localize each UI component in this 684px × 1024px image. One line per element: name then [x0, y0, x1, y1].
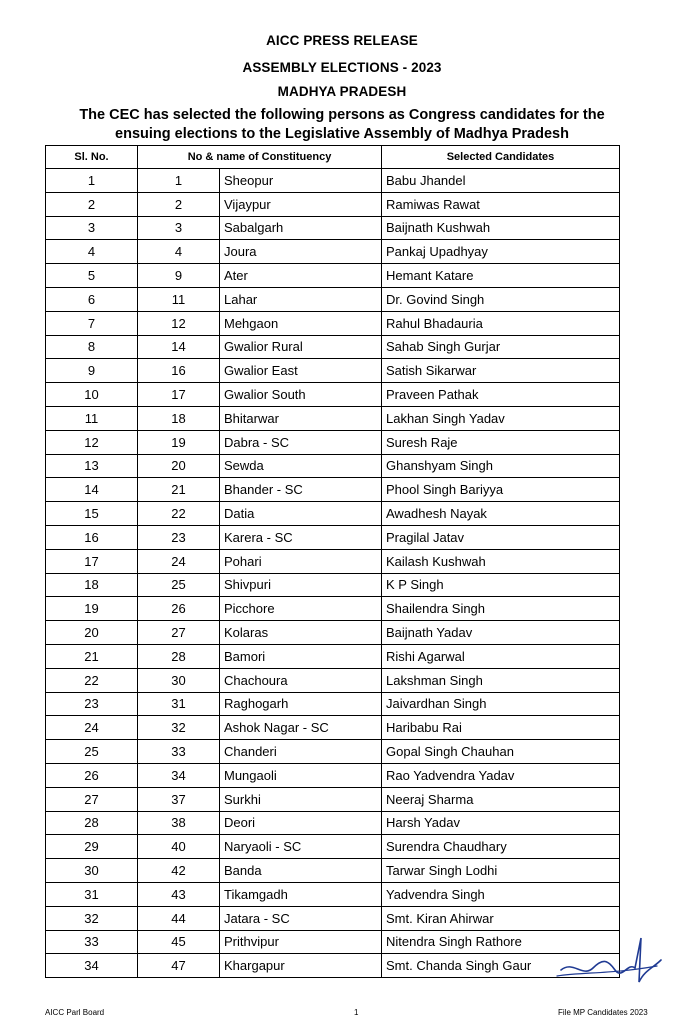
cell-sl-no: 33	[46, 930, 138, 954]
table-row	[46, 597, 620, 621]
cell-candidate: Hemant Katare	[382, 264, 620, 288]
cell-constituency-name: Mehgaon	[220, 311, 382, 335]
cell-sl-no: 5	[46, 264, 138, 288]
cell-candidate: Satish Sikarwar	[382, 359, 620, 383]
cell-constituency-no: 14	[138, 335, 220, 359]
cell-constituency-name: Jatara - SC	[220, 906, 382, 930]
cell-candidate: Haribabu Rai	[382, 716, 620, 740]
cell-candidate: Smt. Chanda Singh Gaur	[382, 954, 620, 978]
table-row	[46, 930, 620, 954]
footer-right: File MP Candidates 2023	[558, 1008, 648, 1017]
cell-sl-no: 10	[46, 383, 138, 407]
cell-constituency-no: 26	[138, 597, 220, 621]
cell-constituency-no: 16	[138, 359, 220, 383]
col-header-sl-no: Sl. No.	[46, 146, 138, 169]
footer-left: AICC Parl Board	[45, 1008, 105, 1017]
cell-candidate: Sahab Singh Gurjar	[382, 335, 620, 359]
table-row	[46, 478, 620, 502]
table-row	[46, 335, 620, 359]
cell-constituency-name: Surkhi	[220, 787, 382, 811]
cell-constituency-name: Sabalgarh	[220, 216, 382, 240]
cell-constituency-no: 23	[138, 525, 220, 549]
election-subtitle: ASSEMBLY ELECTIONS - 2023	[242, 60, 442, 75]
table-row	[46, 502, 620, 526]
cell-candidate: Pragilal Jatav	[382, 525, 620, 549]
cell-sl-no: 8	[46, 335, 138, 359]
cell-candidate: Pankaj Upadhyay	[382, 240, 620, 264]
cell-sl-no: 32	[46, 906, 138, 930]
cell-constituency-name: Bhitarwar	[220, 406, 382, 430]
cell-candidate: Babu Jhandel	[382, 169, 620, 193]
cell-sl-no: 34	[46, 954, 138, 978]
table-row	[46, 169, 620, 193]
cell-constituency-no: 28	[138, 644, 220, 668]
cell-constituency-no: 42	[138, 859, 220, 883]
cell-sl-no: 13	[46, 454, 138, 478]
table-body	[46, 169, 620, 978]
cell-constituency-name: Naryaoli - SC	[220, 835, 382, 859]
cell-constituency-name: Gwalior East	[220, 359, 382, 383]
cell-sl-no: 25	[46, 740, 138, 764]
table-row	[46, 763, 620, 787]
press-release-title: AICC PRESS RELEASE	[266, 33, 418, 48]
cell-constituency-no: 17	[138, 383, 220, 407]
cell-sl-no: 16	[46, 525, 138, 549]
cell-constituency-no: 18	[138, 406, 220, 430]
table-row	[46, 264, 620, 288]
table-row	[46, 525, 620, 549]
table-row	[46, 954, 620, 978]
cell-constituency-no: 45	[138, 930, 220, 954]
cell-constituency-no: 40	[138, 835, 220, 859]
cell-candidate: Suresh Raje	[382, 430, 620, 454]
cell-candidate: Rishi Agarwal	[382, 644, 620, 668]
table-row	[46, 906, 620, 930]
table-row	[46, 192, 620, 216]
cell-sl-no: 11	[46, 406, 138, 430]
cell-sl-no: 12	[46, 430, 138, 454]
cell-constituency-no: 19	[138, 430, 220, 454]
cell-constituency-name: Shivpuri	[220, 573, 382, 597]
cell-constituency-no: 32	[138, 716, 220, 740]
cell-sl-no: 7	[46, 311, 138, 335]
cell-candidate: Kailash Kushwah	[382, 549, 620, 573]
cell-candidate: Harsh Yadav	[382, 811, 620, 835]
cell-constituency-no: 9	[138, 264, 220, 288]
signature-image	[553, 930, 663, 990]
cell-constituency-no: 20	[138, 454, 220, 478]
cell-constituency-no: 4	[138, 240, 220, 264]
cell-constituency-name: Mungaoli	[220, 763, 382, 787]
table-row	[46, 835, 620, 859]
cell-constituency-no: 44	[138, 906, 220, 930]
cell-constituency-name: Chachoura	[220, 668, 382, 692]
cell-constituency-no: 25	[138, 573, 220, 597]
cell-candidate: Lakshman Singh	[382, 668, 620, 692]
table-row	[46, 716, 620, 740]
table-row	[46, 454, 620, 478]
cell-candidate: Rao Yadvendra Yadav	[382, 763, 620, 787]
cell-constituency-name: Bamori	[220, 644, 382, 668]
cell-sl-no: 22	[46, 668, 138, 692]
cell-constituency-no: 22	[138, 502, 220, 526]
cell-sl-no: 6	[46, 287, 138, 311]
cell-sl-no: 15	[46, 502, 138, 526]
cell-candidate: Baijnath Kushwah	[382, 216, 620, 240]
table-row	[46, 216, 620, 240]
intro-line-2: ensuing elections to the Legislative Assembly of Madhya Pradesh	[115, 126, 569, 142]
cell-candidate: Dr. Govind Singh	[382, 287, 620, 311]
table-row	[46, 668, 620, 692]
table-row	[46, 240, 620, 264]
cell-constituency-name: Tikamgadh	[220, 882, 382, 906]
table-row	[46, 692, 620, 716]
cell-constituency-name: Dabra - SC	[220, 430, 382, 454]
cell-constituency-name: Deori	[220, 811, 382, 835]
cell-candidate: Praveen Pathak	[382, 383, 620, 407]
cell-constituency-no: 30	[138, 668, 220, 692]
cell-candidate: Surendra Chaudhary	[382, 835, 620, 859]
cell-sl-no: 4	[46, 240, 138, 264]
cell-sl-no: 21	[46, 644, 138, 668]
table-header-row	[46, 146, 620, 169]
cell-sl-no: 19	[46, 597, 138, 621]
table-row	[46, 811, 620, 835]
cell-sl-no: 3	[46, 216, 138, 240]
cell-constituency-no: 12	[138, 311, 220, 335]
cell-candidate: Shailendra Singh	[382, 597, 620, 621]
cell-constituency-no: 21	[138, 478, 220, 502]
cell-candidate: Lakhan Singh Yadav	[382, 406, 620, 430]
cell-sl-no: 20	[46, 621, 138, 645]
cell-sl-no: 14	[46, 478, 138, 502]
cell-constituency-no: 43	[138, 882, 220, 906]
cell-candidate: Tarwar Singh Lodhi	[382, 859, 620, 883]
table-row	[46, 406, 620, 430]
cell-sl-no: 23	[46, 692, 138, 716]
intro-text	[30, 106, 654, 144]
cell-sl-no: 24	[46, 716, 138, 740]
table-row	[46, 644, 620, 668]
cell-constituency-no: 31	[138, 692, 220, 716]
cell-constituency-name: Bhander - SC	[220, 478, 382, 502]
page-number: 1	[354, 1008, 359, 1017]
cell-constituency-no: 27	[138, 621, 220, 645]
cell-constituency-no: 24	[138, 549, 220, 573]
cell-constituency-name: Sewda	[220, 454, 382, 478]
cell-candidate: Ramiwas Rawat	[382, 192, 620, 216]
cell-constituency-name: Ater	[220, 264, 382, 288]
cell-candidate: K P Singh	[382, 573, 620, 597]
cell-sl-no: 29	[46, 835, 138, 859]
table-row	[46, 859, 620, 883]
cell-candidate: Baijnath Yadav	[382, 621, 620, 645]
cell-constituency-name: Datia	[220, 502, 382, 526]
cell-constituency-no: 2	[138, 192, 220, 216]
cell-constituency-no: 34	[138, 763, 220, 787]
cell-candidate: Nitendra Singh Rathore	[382, 930, 620, 954]
cell-sl-no: 18	[46, 573, 138, 597]
cell-candidate: Ghanshyam Singh	[382, 454, 620, 478]
cell-sl-no: 31	[46, 882, 138, 906]
table-row	[46, 621, 620, 645]
cell-candidate: Awadhesh Nayak	[382, 502, 620, 526]
table-row	[46, 549, 620, 573]
cell-constituency-name: Chanderi	[220, 740, 382, 764]
cell-constituency-name: Vijaypur	[220, 192, 382, 216]
cell-constituency-name: Gwalior South	[220, 383, 382, 407]
col-header-candidate: Selected Candidates	[382, 146, 620, 169]
cell-constituency-name: Kolaras	[220, 621, 382, 645]
cell-constituency-name: Raghogarh	[220, 692, 382, 716]
cell-candidate: Gopal Singh Chauhan	[382, 740, 620, 764]
cell-sl-no: 27	[46, 787, 138, 811]
table-row	[46, 430, 620, 454]
cell-candidate: Neeraj Sharma	[382, 787, 620, 811]
cell-constituency-no: 38	[138, 811, 220, 835]
table-row	[46, 787, 620, 811]
cell-candidate: Rahul Bhadauria	[382, 311, 620, 335]
cell-constituency-no: 33	[138, 740, 220, 764]
candidates-table	[45, 145, 620, 978]
intro-line-1: The CEC has selected the following persons as Congress candidates for the	[79, 107, 605, 123]
cell-sl-no: 28	[46, 811, 138, 835]
table-row	[46, 573, 620, 597]
cell-sl-no: 17	[46, 549, 138, 573]
cell-constituency-name: Lahar	[220, 287, 382, 311]
cell-constituency-name: Sheopur	[220, 169, 382, 193]
cell-constituency-name: Khargapur	[220, 954, 382, 978]
cell-candidate: Yadvendra Singh	[382, 882, 620, 906]
table-row	[46, 359, 620, 383]
table-row	[46, 882, 620, 906]
cell-constituency-name: Picchore	[220, 597, 382, 621]
cell-constituency-no: 47	[138, 954, 220, 978]
cell-constituency-name: Joura	[220, 240, 382, 264]
cell-sl-no: 30	[46, 859, 138, 883]
cell-sl-no: 26	[46, 763, 138, 787]
table-row	[46, 383, 620, 407]
cell-constituency-no: 37	[138, 787, 220, 811]
cell-constituency-name: Ashok Nagar - SC	[220, 716, 382, 740]
col-header-constituency: No & name of Constituency	[138, 146, 382, 169]
cell-constituency-no: 3	[138, 216, 220, 240]
cell-candidate: Jaivardhan Singh	[382, 692, 620, 716]
cell-candidate: Smt. Kiran Ahirwar	[382, 906, 620, 930]
table-row	[46, 311, 620, 335]
table-row	[46, 287, 620, 311]
cell-sl-no: 9	[46, 359, 138, 383]
cell-constituency-no: 1	[138, 169, 220, 193]
cell-constituency-no: 11	[138, 287, 220, 311]
cell-constituency-name: Prithvipur	[220, 930, 382, 954]
cell-candidate: Phool Singh Bariyya	[382, 478, 620, 502]
table-row	[46, 740, 620, 764]
cell-constituency-name: Gwalior Rural	[220, 335, 382, 359]
cell-constituency-name: Karera - SC	[220, 525, 382, 549]
cell-constituency-name: Banda	[220, 859, 382, 883]
state-name: MADHYA PRADESH	[277, 84, 407, 99]
cell-constituency-name: Pohari	[220, 549, 382, 573]
cell-sl-no: 1	[46, 169, 138, 193]
cell-sl-no: 2	[46, 192, 138, 216]
